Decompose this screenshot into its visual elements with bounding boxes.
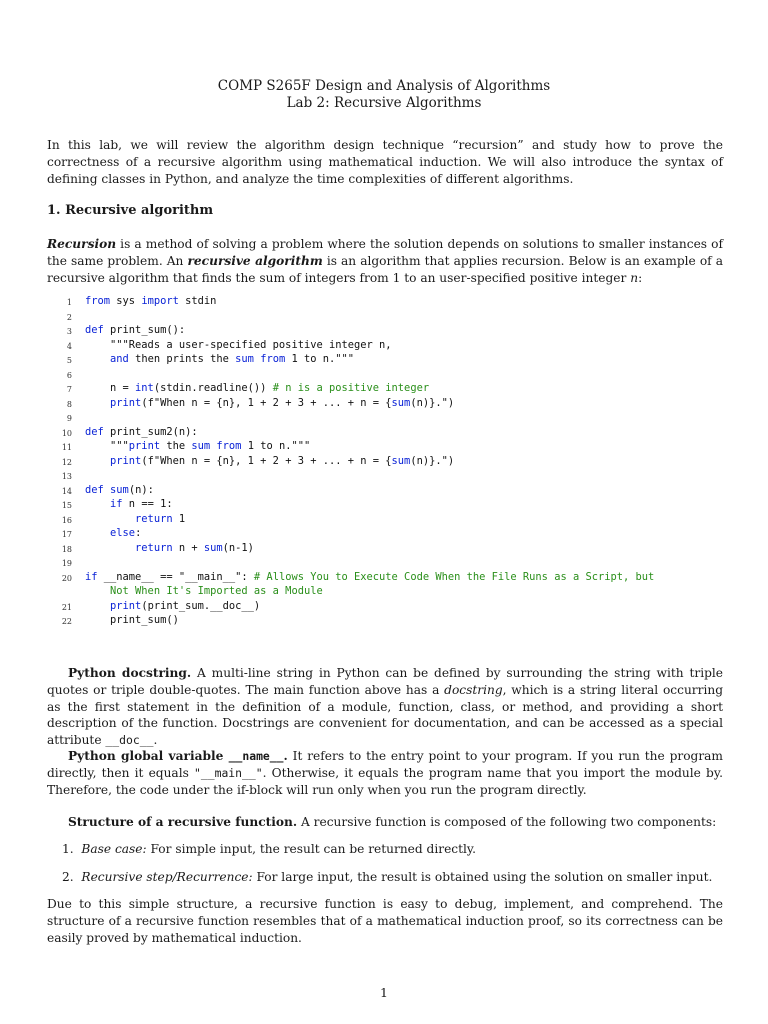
recursion-paragraph: Recursion is a method of solving a problem where the solution depends on solutions to smaller instances of the same problem. An recursive algorithm is an algorithm that applies recursion. Below is an example of a recursive algorithm that finds the sum of integers from 1 to an user-specified positive integer n: xyxy=(47,237,723,285)
document-page: COMP S265F Design and Analysis of Algorithms Lab 2: Recursive Algorithms In this lab, we will review the algorithm design technique “recursion” and study how to prove the correctness of a recursive algorithm using mathematical induction. We will also introduce the syntax of defining classes in Python, and analyze the time complexities of different algorithms. 1. Recursive algorithm Recursion is a method of solving a problem where the solution depends on solutions to smaller instances of the same problem. An recursive algorithm is an algorithm that applies recursion. Below is an example of a recursive algorithm that finds the sum of integers from 1 to an user-specified positive integer n: 1 from sys import stdin 2 3 def print_sum(): 4 """Reads a user-specified positive integer n, 5 and then prints the sum from 1 to n.""" 6 7 n = int(stdin.readline()) # n is a positive integer 8 print(f"When n = {n}, 1 + 2 + 3 + ... + n = {sum(n)}.") 9 10 def print_sum2(n): 11 """print the sum from 1 to n.""" 12 print(f"When n = {n}, 1 + 2 + 3 + ... + n = {sum(n)}.") 13 14 def sum(n): 15 if n == 1: 16 return 1 17 else: 18 return n + sum(n-1) 19 20 if __name__ == "__main__": # Allows You to Execute Code When the File Runs as a Script, but Not When It's Imported as a Module 21 print(print_sum.__doc__) 22 print_sum() Python docstring. A multi-line string in Python can be defined by surrounding the string with triple quotes or triple double-quotes. The main function above has a docstring, which is a string literal occurring as the first statement in the definition of a module, function, class, or method, and providing a short description of the function. Docstrings are convenient for documentation, and can be accessed as a special attribute __doc__. Python global variable __name__. It refers to the entry point to your program. If you run the program directly, then it equals "__main__". Otherwise, it equals the program name that you import the module by. Therefore, the code under the if-block will run only when you run the program directly. Structure of a recursive function. A recursive function is composed of the following two components: 1. Base case: For simple input, the result can be returned directly. 2. Recursive step/Recurrence: For large input, the result is obtained using the solution on smaller input. Due to this simple structure, a recursive function is easy to debug, implement, and comprehend. The structure of a recursive function resembles that of a mathematical induction proof, so its correctness can be easily proved by mathematical induction. 1 xyxy=(0,0,768,1024)
docstring-heading: Python docstring. xyxy=(68,666,192,680)
recursion-term: Recursion xyxy=(47,237,117,251)
list-item: 2. Recursive step/Recurrence: For large input, the result is obtained using the solution on smaller input. xyxy=(62,870,713,884)
variable-n: n xyxy=(630,270,639,285)
docstring-paragraph: Python docstring. A multi-line string in Python can be defined by surrounding the string with triple quotes or triple double-quotes. The main function above has a docstring, which is a string literal occurring as the first statement in the definition of a module, function, class, or method, and providing a short description of the function. Docstrings are convenient for documentation, and can be accessed as a special attribute __doc__. xyxy=(47,666,724,748)
section-heading: 1. Recursive algorithm xyxy=(47,203,214,218)
structure-heading: Structure of a recursive function. xyxy=(68,815,298,829)
recursive-algorithm-term: recursive algorithm xyxy=(187,253,323,268)
global-variable-paragraph: Python global variable __name__. It refers to the entry point to your program. If you run the program directly, then it equals "__main__". Otherwise, it equals the program name that you import the module by. Therefore, the code under the if-block will run only when you run the program directly. xyxy=(47,749,723,797)
intro-paragraph: In this lab, we will review the algorithm design technique “recursion” and study how to prove the correctness of a recursive algorithm using mathematical induction. We will also introduce the syntax of defining classes in Python, and analyze the time complexities of different algorithms. xyxy=(47,138,723,186)
course-title: COMP S265F Design and Analysis of Algorithms xyxy=(217,78,551,94)
structure-paragraph: Structure of a recursive function. A recursive function is composed of the following two components: xyxy=(68,815,717,829)
global-variable-heading: Python global variable __name__. xyxy=(68,749,288,763)
page-number: 1 xyxy=(380,985,388,1000)
lab-title: Lab 2: Recursive Algorithms xyxy=(286,95,482,111)
list-item: 1. Base case: For simple input, the result can be returned directly. xyxy=(62,842,477,856)
closing-paragraph: Due to this simple structure, a recursive function is easy to debug, implement, and comprehend. The structure of a recursive function resembles that of a mathematical induction proof, so its correctness can be easily proved by mathematical induction. xyxy=(47,897,723,945)
